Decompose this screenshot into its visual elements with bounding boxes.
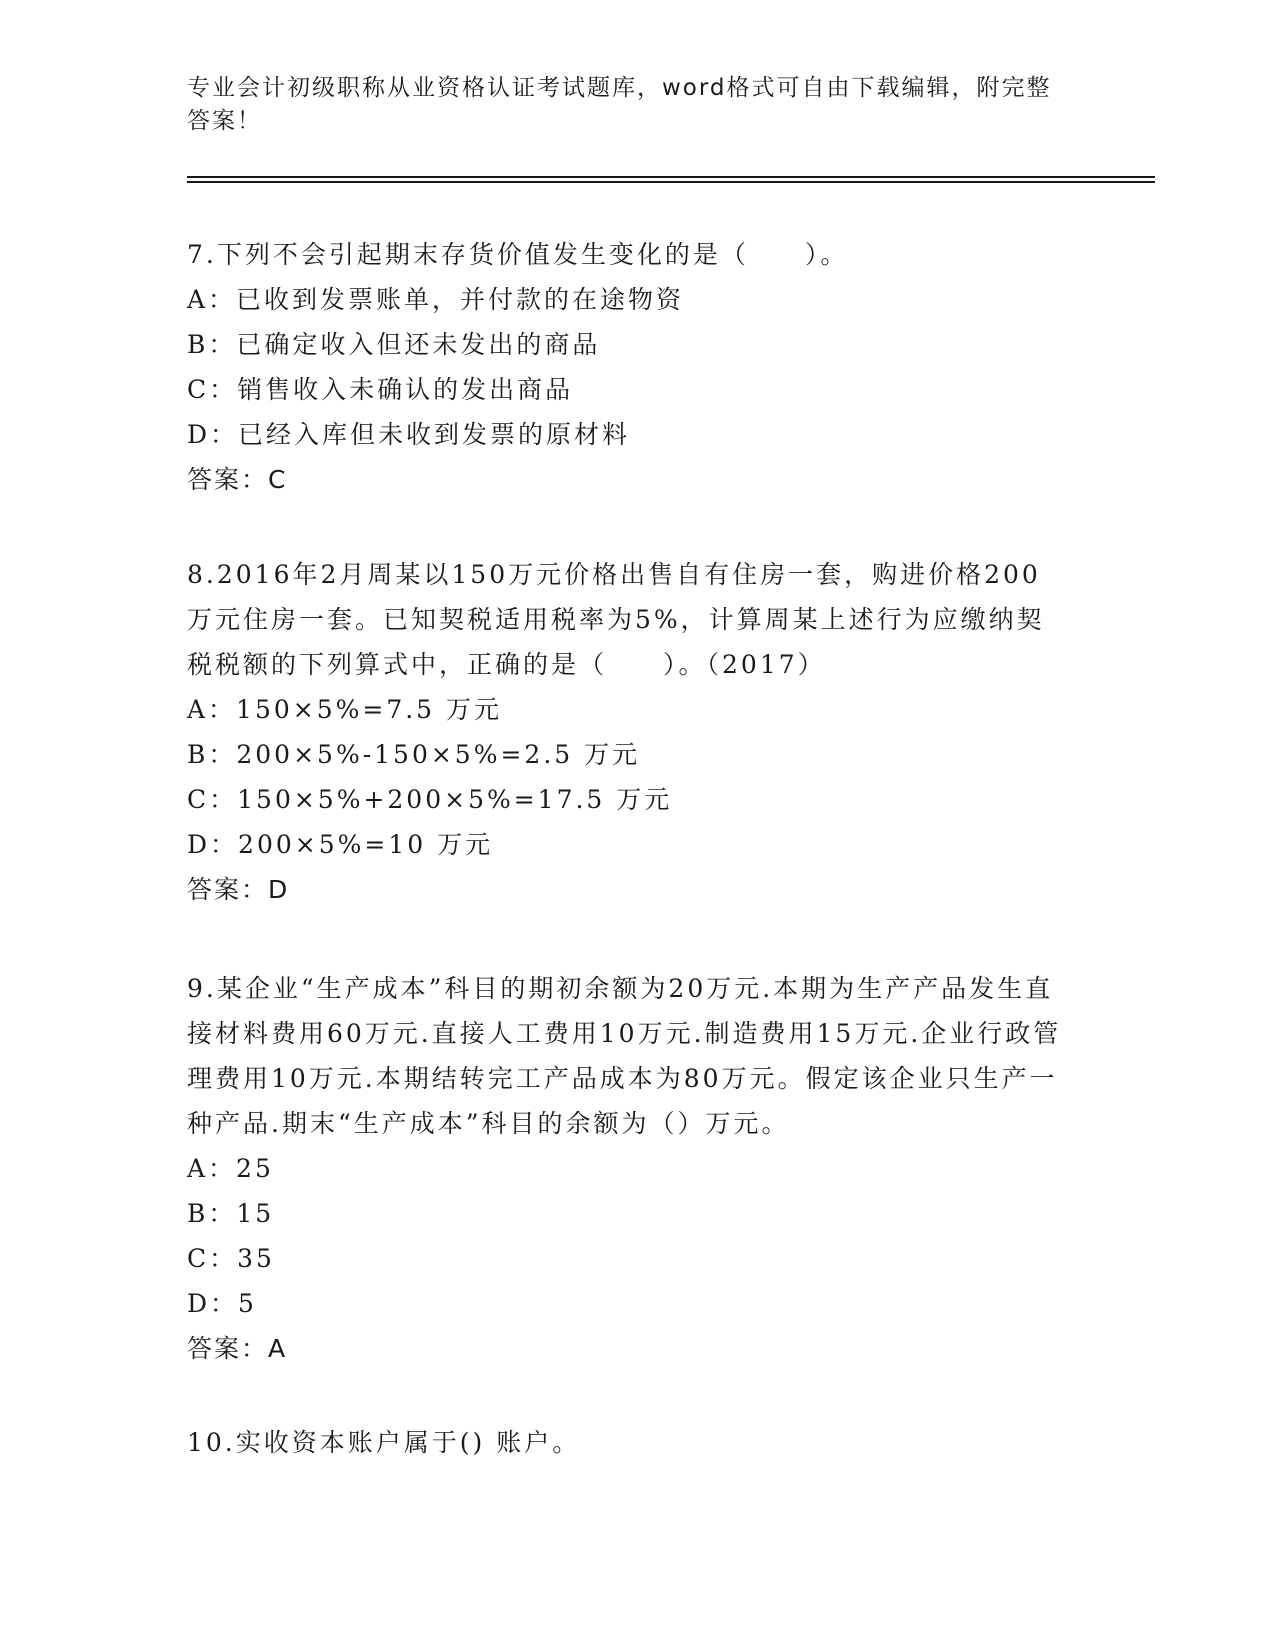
- option-c: C：销售收入未确认的发出商品: [187, 375, 574, 404]
- question-stem: 8.2016年2月周某以150万元价格出售自有住房一套，购进价格200万元住房一套。已知契税适用税率为5%，计算周某上述行为应缴纳契税税额的下列算式中，正确的是（ ）。（2017）: [187, 560, 1045, 679]
- option-b: B：已确定收入但还未发出的商品: [187, 330, 601, 359]
- question-7: [187, 232, 1067, 502]
- option-a: A：已收到发票账单，并付款的在途物资: [187, 285, 685, 314]
- question-10: [187, 1420, 1067, 1465]
- option-c: C：150×5%+200×5%=17.5 万元: [187, 785, 673, 814]
- option-d: D：已经入库但未收到发票的原材料: [187, 420, 631, 449]
- option-c: C：35: [187, 1244, 275, 1273]
- option-a: A：150×5%=7.5 万元: [187, 695, 503, 724]
- answer: 答案：A: [187, 1334, 288, 1363]
- question-8: [187, 552, 1067, 912]
- option-d: D：5: [187, 1289, 257, 1318]
- option-b: B：15: [187, 1199, 275, 1228]
- header-divider-bottom: [187, 181, 1155, 183]
- document-header: 专业会计初级职称从业资格认证考试题库，word格式可自由下载编辑，附完整答案！: [187, 75, 1052, 134]
- question-stem: 7.下列不会引起期末存货价值发生变化的是（ ）。: [187, 240, 849, 269]
- answer: 答案：C: [187, 465, 288, 494]
- question-stem: 9.某企业“生产成本”科目的期初余额为20万元.本期为生产产品发生直接材料费用60万元.直接人工费用10万元.制造费用15万元.企业行政管理费用10万元.本期结转完工产品成本为80万元。假定该企业只生产一种产品.期末“生产成本”科目的余额为（）万元。: [187, 974, 1062, 1138]
- option-b: B：200×5%-150×5%=2.5 万元: [187, 740, 641, 769]
- answer: 答案：D: [187, 875, 290, 904]
- option-a: A：25: [187, 1154, 274, 1183]
- option-d: D：200×5%=10 万元: [187, 830, 494, 859]
- question-9: [187, 966, 1067, 1371]
- question-stem: 10.实收资本账户属于() 账户。: [187, 1428, 581, 1457]
- header-divider-top: [187, 176, 1155, 178]
